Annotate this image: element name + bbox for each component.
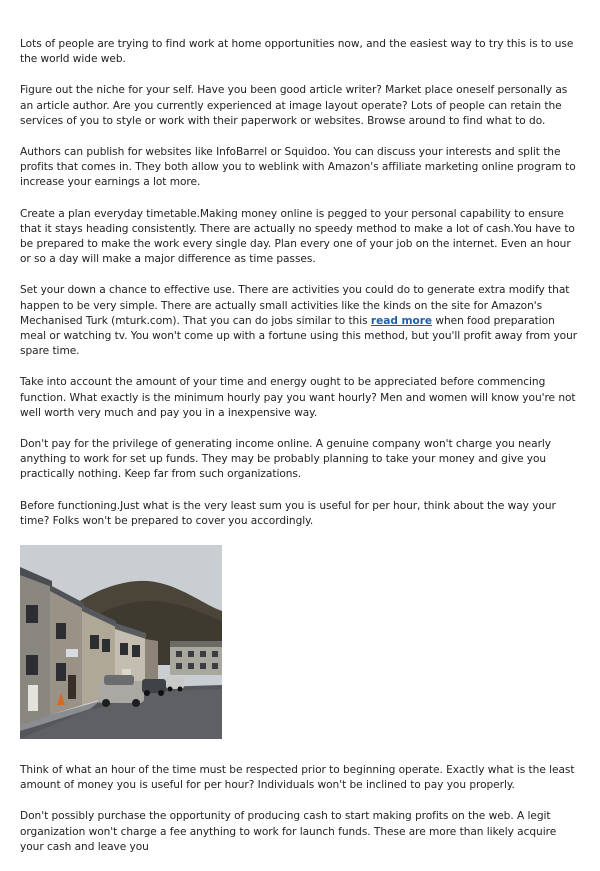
paragraph: Lots of people are trying to find work at home opportunities now, and the easiest way to try this is to use the world wide web. <box>20 38 574 66</box>
paragraph: Don't pay for the privilege of generating income online. A genuine company won't charge you nearly anything to work for set up funds. They may be probably planning to take your money and give you practically nothing. Keep far from such organizations. <box>20 438 552 481</box>
paragraph: Authors can publish for websites like InfoBarrel or Squidoo. You can discuss your interests and split the profits that comes in. They both allow you to weblink with Amazon's affiliate marketing online program to increase your earnings a lot more. <box>20 146 576 189</box>
paragraph: Create a plan everyday timetable.Making money online is pegged to your personal capability to ensure that it stays heading consistently. There are actually no speedy method to make a lot of cash.You have to be prepared to make the work every single day. Plan every one of your job on the internet. Even an hour or so a day will make a major difference as time passes. <box>20 207 575 266</box>
paragraph: Think of what an hour of the time must be respected prior to beginning operate. Exactly what is the least amount of money you is useful for per hour? Individuals won't be inclined to pay you properly. <box>20 764 575 792</box>
read-more-link[interactable]: read more <box>370 314 433 327</box>
paragraph: Take into account the amount of your time and energy ought to be appreciated before commencing function. What exactly is the minimum hourly pay you want hourly? Men and women will know you're not well worth very much and pay you in a inexpensive way. <box>20 376 576 419</box>
paragraph: Don't possibly purchase the opportunity of producing cash to start making profits on the web. A legit organization won't charge a fee anything to work for launch funds. These are more than likely acquire your cash and leave you <box>20 810 557 853</box>
street-photo <box>20 545 222 739</box>
paragraph-text-after-link: when food preparation meal or watching tv. You won't come up with a fortune using this method, but you'll profit away from your spare time. <box>20 314 578 358</box>
paragraph: Before functioning.Just what is the very least sum you is useful for per hour, think about the way your time? Folks won't be prepared to cover you accordingly. <box>20 499 556 527</box>
paragraph-text-before-link: Set your down a chance to effective use. There are activities you could do to generate extra modify that happen to be very simple. There are actually small activities like the kinds on the site for Amazon's Mechanised Turk (mturk.com). That you can do jobs similar to this <box>20 284 570 327</box>
paragraph-with-link <box>20 283 582 359</box>
article-body <box>20 37 582 871</box>
paragraph: Figure out the niche for your self. Have you been good article writer? Market place oneself personally as an article author. Are you currently experienced at image layout operate? Lots of people can retain the services of you to style or work with their paperwork or websites. Browse around to find what to do. <box>20 84 568 127</box>
